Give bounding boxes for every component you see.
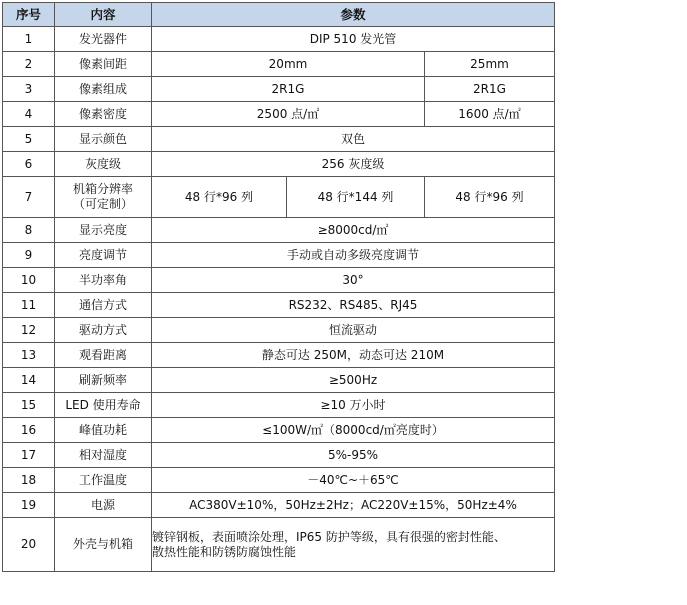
header-item: 内容 [55,3,152,27]
row-item: 亮度调节 [55,243,152,268]
row-number: 17 [3,443,55,468]
table-row [3,368,555,393]
table-row [3,418,555,443]
row-item: 发光器件 [55,27,152,52]
row-value: －40℃~＋65℃ [152,468,555,493]
row-item [55,177,152,218]
row-item: 通信方式 [55,293,152,318]
row-item: 像素组成 [55,77,152,102]
row-number: 12 [3,318,55,343]
row-value-line2: 散热性能和防锈防腐蚀性能 [152,544,297,559]
table-row [3,518,555,572]
row-number: 13 [3,343,55,368]
row-value [152,518,555,572]
row-value-b: 1600 点/㎡ [425,102,555,127]
row-item: 工作温度 [55,468,152,493]
table-row [3,243,555,268]
table-row [3,468,555,493]
row-number: 8 [3,218,55,243]
table-row [3,102,555,127]
table-row [3,343,555,368]
row-value: 30° [152,268,555,293]
table-row [3,293,555,318]
row-value-a: 2500 点/㎡ [152,102,425,127]
row-item: 显示颜色 [55,127,152,152]
row-number: 6 [3,152,55,177]
row-value-c: 48 行*96 列 [425,177,555,218]
spec-table [2,2,555,572]
row-value-b: 25mm [425,52,555,77]
row-number: 19 [3,493,55,518]
row-item: 峰值功耗 [55,418,152,443]
header-row [3,3,555,27]
table-row [3,27,555,52]
row-number: 16 [3,418,55,443]
table-row [3,218,555,243]
row-number: 10 [3,268,55,293]
row-item: 观看距离 [55,343,152,368]
table-row [3,318,555,343]
row-value: ≥8000cd/㎡ [152,218,555,243]
row-value-a: 48 行*96 列 [152,177,287,218]
row-number: 14 [3,368,55,393]
table-row [3,127,555,152]
row-number: 5 [3,127,55,152]
row-item-line1: 机箱分辨率 [72,182,133,196]
table-row [3,177,555,218]
row-number: 11 [3,293,55,318]
row-value: 双色 [152,127,555,152]
row-value: DIP 510 发光管 [152,27,555,52]
row-item: 半功率角 [55,268,152,293]
row-value: ≤100W/㎡（8000cd/㎡亮度时） [152,418,555,443]
row-number: 3 [3,77,55,102]
header-param: 参数 [152,3,555,27]
row-number: 4 [3,102,55,127]
row-number: 9 [3,243,55,268]
row-value-a: 2R1G [152,77,425,102]
row-value: 手动或自动多级亮度调节 [152,243,555,268]
row-item: 外壳与机箱 [55,518,152,572]
row-value-b: 2R1G [425,77,555,102]
row-value: AC380V±10%，50Hz±2Hz；AC220V±15%，50Hz±4% [152,493,555,518]
table-row [3,77,555,102]
row-value: ≥500Hz [152,368,555,393]
table-row [3,493,555,518]
row-value: 256 灰度级 [152,152,555,177]
row-item: LED 使用寿命 [55,393,152,418]
table-row [3,393,555,418]
row-number: 18 [3,468,55,493]
row-number: 20 [3,518,55,572]
row-item: 驱动方式 [55,318,152,343]
table-row [3,268,555,293]
row-item: 刷新频率 [55,368,152,393]
row-value: 5%-95% [152,443,555,468]
row-value: 恒流驱动 [152,318,555,343]
row-item-line2: （可定制） [72,197,133,211]
row-item: 像素间距 [55,52,152,77]
row-number: 1 [3,27,55,52]
row-value-b: 48 行*144 列 [287,177,425,218]
row-item: 像素密度 [55,102,152,127]
row-value-a: 20mm [152,52,425,77]
row-value: ≥10 万小时 [152,393,555,418]
header-no: 序号 [3,3,55,27]
row-item: 相对湿度 [55,443,152,468]
row-item: 灰度级 [55,152,152,177]
row-number: 15 [3,393,55,418]
table-row [3,443,555,468]
row-number: 7 [3,177,55,218]
row-value-line1: 镀锌钢板，表面喷涂处理，IP65 防护等级，具有很强的密封性能、 [152,529,506,544]
row-value: 静态可达 250M，动态可达 210M [152,343,555,368]
row-value: RS232、RS485、RJ45 [152,293,555,318]
table-row [3,52,555,77]
row-number: 2 [3,52,55,77]
row-item: 电源 [55,493,152,518]
table-row [3,152,555,177]
row-item: 显示亮度 [55,218,152,243]
